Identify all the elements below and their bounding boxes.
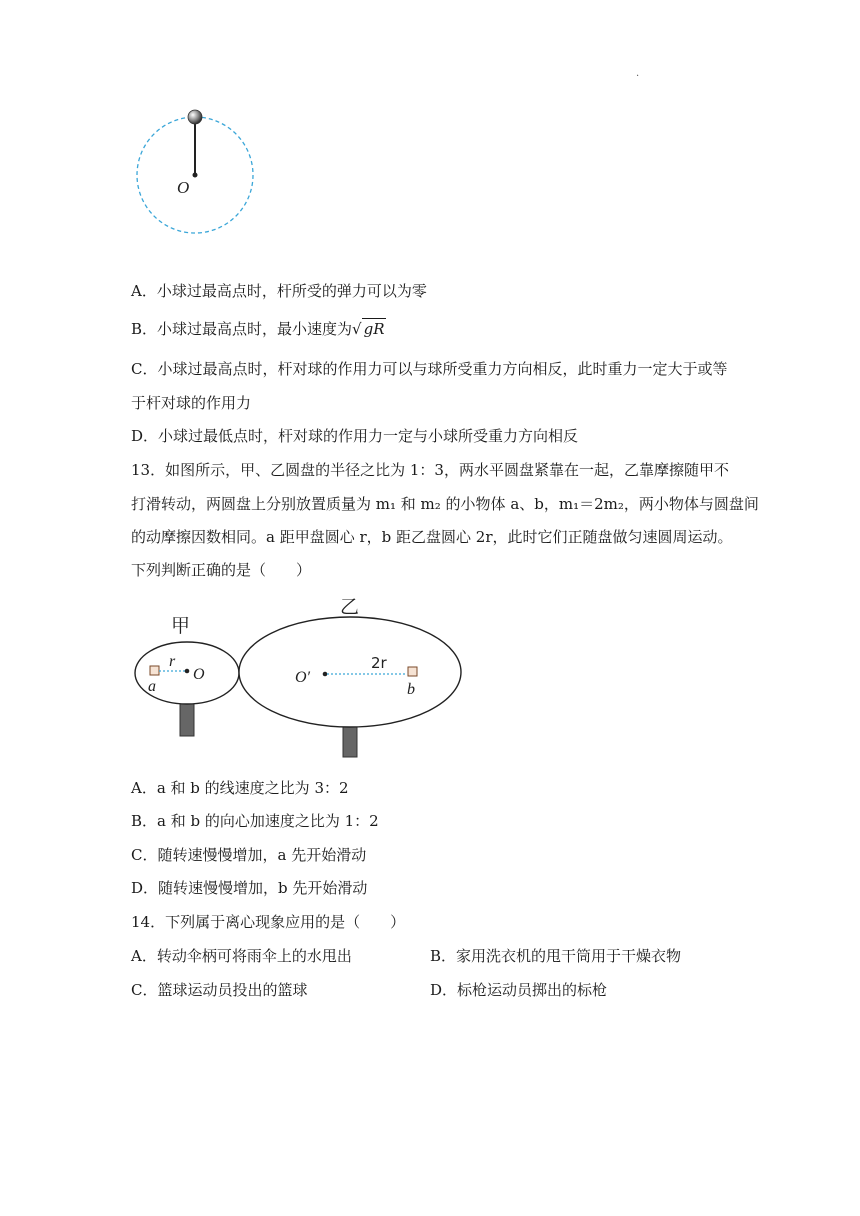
q14-option-c: C．篮球运动员投出的篮球 — [131, 981, 308, 999]
label-jia: 甲 — [171, 615, 191, 637]
label-O-prime: O′ — [295, 669, 311, 686]
center-O — [185, 669, 190, 674]
label-2r: 2r — [371, 654, 387, 672]
label-yi: 乙 — [340, 596, 360, 618]
corner-mark: . — [636, 68, 640, 79]
q13-stem-line1: 13．如图所示，甲、乙圆盘的半径之比为 1：3，两水平圆盘紧靠在一起，乙靠摩擦随甲不 — [131, 461, 729, 479]
q13-option-c: C．随转速慢慢增加，a 先开始滑动 — [131, 846, 367, 864]
q12-option-b-text: B．小球过最高点时，最小速度为 — [131, 320, 353, 338]
block-a — [150, 666, 159, 675]
center-point — [193, 173, 198, 178]
q12-option-a: A．小球过最高点时，杆所受的弹力可以为零 — [131, 282, 427, 300]
q13-option-d: D．随转速慢慢增加，b 先开始滑动 — [131, 879, 368, 897]
shaft-jia — [180, 700, 194, 736]
disc-yi — [239, 617, 461, 727]
block-b — [408, 667, 417, 676]
q12-option-c-line2: 于杆对球的作用力 — [131, 394, 252, 412]
center-O-prime — [323, 672, 328, 677]
q14-option-d: D．标枪运动员掷出的标枪 — [430, 981, 608, 999]
q13-option-b: B．a 和 b 的向心加速度之比为 1：2 — [131, 812, 379, 830]
label-r: r — [169, 653, 176, 670]
q14-option-b: B．家用洗衣机的甩干筒用于干燥衣物 — [430, 947, 682, 965]
q13-stem-line2: 打滑转动，两圆盘上分别放置质量为 m₁ 和 m₂ 的小物体 a、b，m₁＝2m₂，两小物体与圆盘间 — [131, 495, 759, 513]
q13-stem-line3: 的动摩擦因数相同。a 距甲盘圆心 r，b 距乙盘圆心 2r，此时它们正随盘做匀速圆周运动。 — [131, 528, 733, 546]
sqrt-radicand: gR — [363, 320, 385, 338]
center-label: O — [177, 178, 190, 197]
two-discs-figure — [125, 590, 470, 762]
q14-option-a: A．转动伞柄可将雨伞上的水甩出 — [131, 947, 352, 965]
q12-option-b — [131, 318, 386, 339]
ball — [188, 110, 202, 124]
q12-option-c-line1: C．小球过最高点时，杆对球的作用力可以与球所受重力方向相反，此时重力一定大于或等 — [131, 360, 728, 378]
q12-option-d: D．小球过最低点时，杆对球的作用力一定与小球所受重力方向相反 — [131, 427, 579, 445]
q13-stem-line4: 下列判断正确的是（ ） — [131, 561, 312, 579]
q14-stem: 14．下列属于离心现象应用的是（ ） — [131, 913, 406, 931]
label-O: O — [193, 666, 205, 683]
rod-ball-circle-figure — [120, 100, 270, 240]
sqrt-formula: √ gR — [352, 320, 385, 338]
q13-option-a: A．a 和 b 的线速度之比为 3：2 — [131, 779, 349, 797]
label-a: a — [148, 678, 156, 695]
label-b: b — [407, 681, 415, 698]
